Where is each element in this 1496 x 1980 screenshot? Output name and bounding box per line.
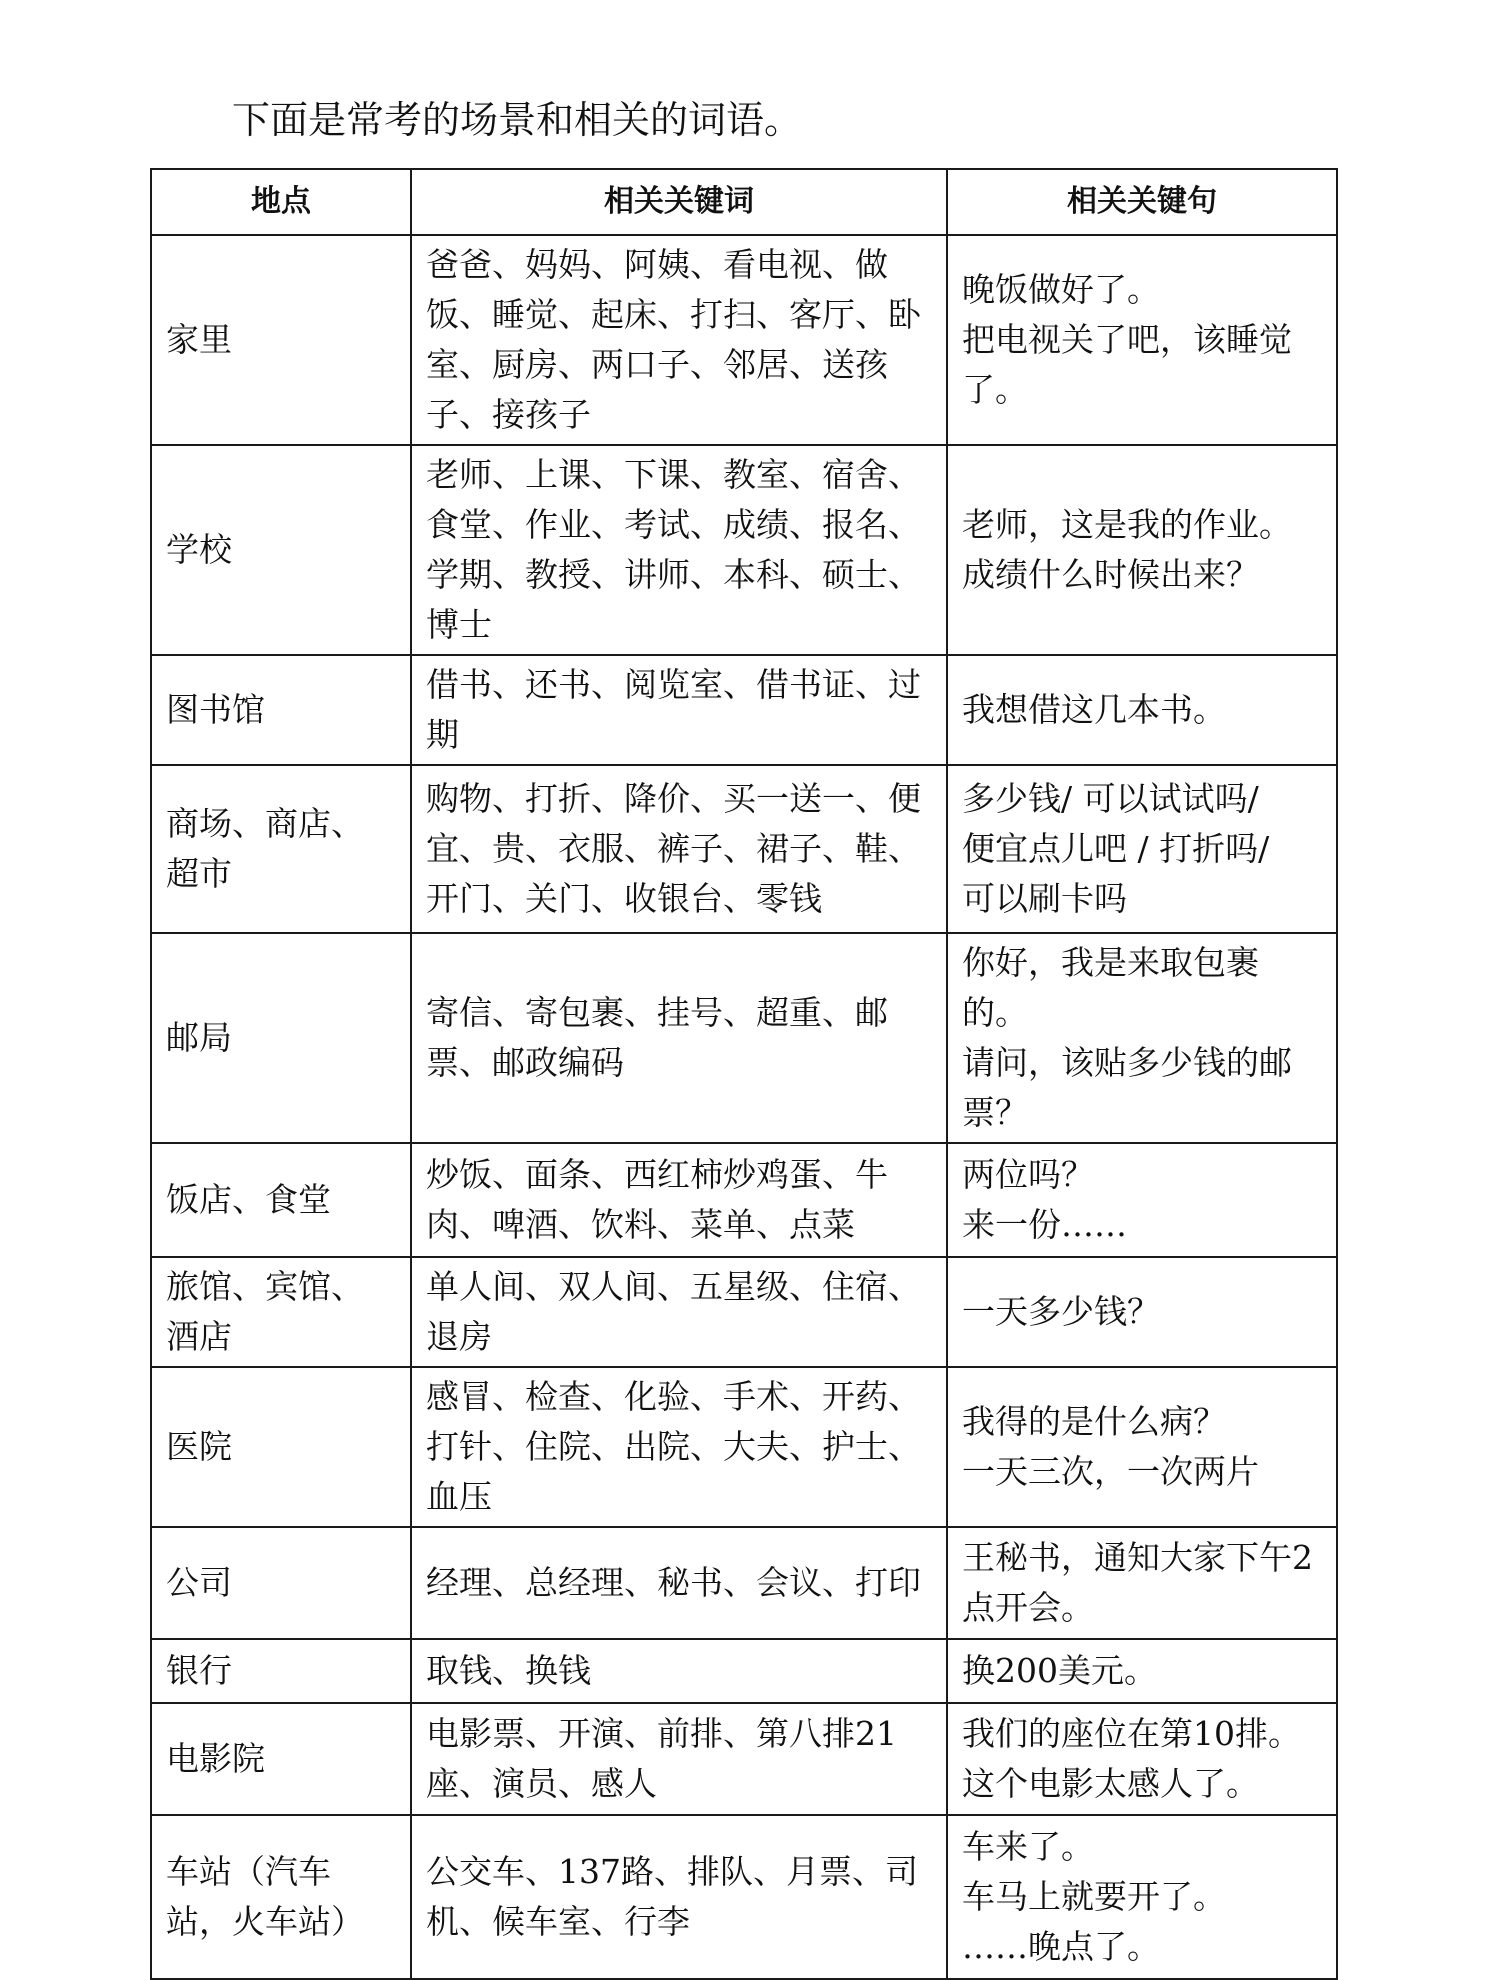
- place-cell: 电影院: [151, 1703, 411, 1815]
- header-keywords: 相关关键词: [411, 169, 947, 235]
- table-row: [151, 1367, 1337, 1527]
- place-cell: 邮局: [151, 933, 411, 1143]
- place-cell: 饭店、食堂: [151, 1143, 411, 1257]
- table-row: [151, 1527, 1337, 1639]
- table-row: [151, 1639, 1337, 1703]
- sentence: 这个电影太感人了。: [962, 1764, 1259, 1803]
- keywords-cell: 购物、打折、降价、买一送一、便宜、贵、衣服、裤子、裙子、鞋、开门、关门、收银台、零钱: [411, 765, 947, 933]
- keywords-cell: 电影票、开演、前排、第八排21座、演员、感人: [411, 1703, 947, 1815]
- sentences-cell: [947, 1639, 1337, 1703]
- sentence: 晚饭做好了。: [962, 270, 1160, 309]
- place-cell: 图书馆: [151, 655, 411, 765]
- sentences-cell: [947, 1257, 1337, 1367]
- scene-vocabulary-table: [150, 168, 1338, 1980]
- place-cell: 学校: [151, 445, 411, 655]
- sentence: 我得的是什么病？: [962, 1402, 1226, 1441]
- sentence: 可以刷卡吗: [962, 879, 1127, 918]
- header-sentences: 相关关键句: [947, 169, 1337, 235]
- keywords-cell: 爸爸、妈妈、阿姨、看电视、做饭、睡觉、起床、打扫、客厅、卧室、厨房、两口子、邻居、送孩子、接孩子: [411, 235, 947, 445]
- sentences-cell: [947, 1527, 1337, 1639]
- keywords-cell: 经理、总经理、秘书、会议、打印: [411, 1527, 947, 1639]
- sentence: 把电视关了吧，该睡觉了。: [962, 320, 1292, 409]
- sentences-cell: [947, 933, 1337, 1143]
- place-cell: 旅馆、宾馆、酒店: [151, 1257, 411, 1367]
- keywords-cell: 感冒、检查、化验、手术、开药、打针、住院、出院、大夫、护士、血压: [411, 1367, 947, 1527]
- keywords-cell: 单人间、双人间、五星级、住宿、退房: [411, 1257, 947, 1367]
- sentence: 我想借这几本书。: [962, 690, 1226, 729]
- table-row: [151, 1703, 1337, 1815]
- place-cell: 商场、商店、超市: [151, 765, 411, 933]
- table-row: [151, 445, 1337, 655]
- table-row: [151, 765, 1337, 933]
- table-row: [151, 655, 1337, 765]
- sentence: 车来了。: [962, 1827, 1094, 1866]
- keywords-cell: 取钱、换钱: [411, 1639, 947, 1703]
- sentences-cell: [947, 765, 1337, 933]
- place-cell: 家里: [151, 235, 411, 445]
- keywords-cell: 寄信、寄包裹、挂号、超重、邮票、邮政编码: [411, 933, 947, 1143]
- sentence: 一天多少钱？: [962, 1292, 1160, 1331]
- sentence: 多少钱/ 可以试试吗/: [962, 779, 1259, 818]
- keywords-cell: 炒饭、面条、西红柿炒鸡蛋、牛肉、啤酒、饮料、菜单、点菜: [411, 1143, 947, 1257]
- sentences-cell: [947, 235, 1337, 445]
- place-cell: 医院: [151, 1367, 411, 1527]
- sentence: 两位吗？: [962, 1155, 1094, 1194]
- sentences-cell: [947, 445, 1337, 655]
- header-place: 地点: [151, 169, 411, 235]
- place-cell: 银行: [151, 1639, 411, 1703]
- sentence: 你好，我是来取包裹的。: [962, 943, 1259, 1032]
- place-cell: 车站（汽车站，火车站）: [151, 1815, 411, 1979]
- table-row: [151, 1143, 1337, 1257]
- sentence: 换200美元。: [962, 1651, 1157, 1690]
- sentence: 我们的座位在第10排。: [962, 1714, 1301, 1753]
- sentence: 成绩什么时候出来？: [962, 555, 1259, 594]
- table-row: [151, 235, 1337, 445]
- sentence: 王秘书，通知大家下午2点开会。: [962, 1538, 1313, 1627]
- place-cell: 公司: [151, 1527, 411, 1639]
- sentence: ……晚点了。: [962, 1927, 1160, 1966]
- sentences-cell: [947, 1143, 1337, 1257]
- keywords-cell: 老师、上课、下课、教室、宿舍、食堂、作业、考试、成绩、报名、学期、教授、讲师、本科、硕士、博士: [411, 445, 947, 655]
- sentences-cell: [947, 655, 1337, 765]
- sentence: 一天三次，一次两片: [962, 1452, 1259, 1491]
- sentences-cell: [947, 1367, 1337, 1527]
- sentence: 来一份……: [962, 1205, 1127, 1244]
- intro-text: 下面是常考的场景和相关的词语。: [232, 98, 803, 142]
- sentences-cell: [947, 1703, 1337, 1815]
- sentence: 车马上就要开了。: [962, 1877, 1226, 1916]
- sentence: 老师，这是我的作业。: [962, 505, 1292, 544]
- sentences-cell: [947, 1815, 1337, 1979]
- table-row: [151, 1257, 1337, 1367]
- table-row: [151, 1815, 1337, 1979]
- keywords-cell: 公交车、137路、排队、月票、司机、候车室、行李: [411, 1815, 947, 1979]
- sentence: 请问，该贴多少钱的邮票？: [962, 1043, 1292, 1132]
- table-header-row: [151, 169, 1337, 235]
- sentence: 便宜点儿吧 / 打折吗/: [962, 829, 1270, 868]
- table-row: [151, 933, 1337, 1143]
- keywords-cell: 借书、还书、阅览室、借书证、过期: [411, 655, 947, 765]
